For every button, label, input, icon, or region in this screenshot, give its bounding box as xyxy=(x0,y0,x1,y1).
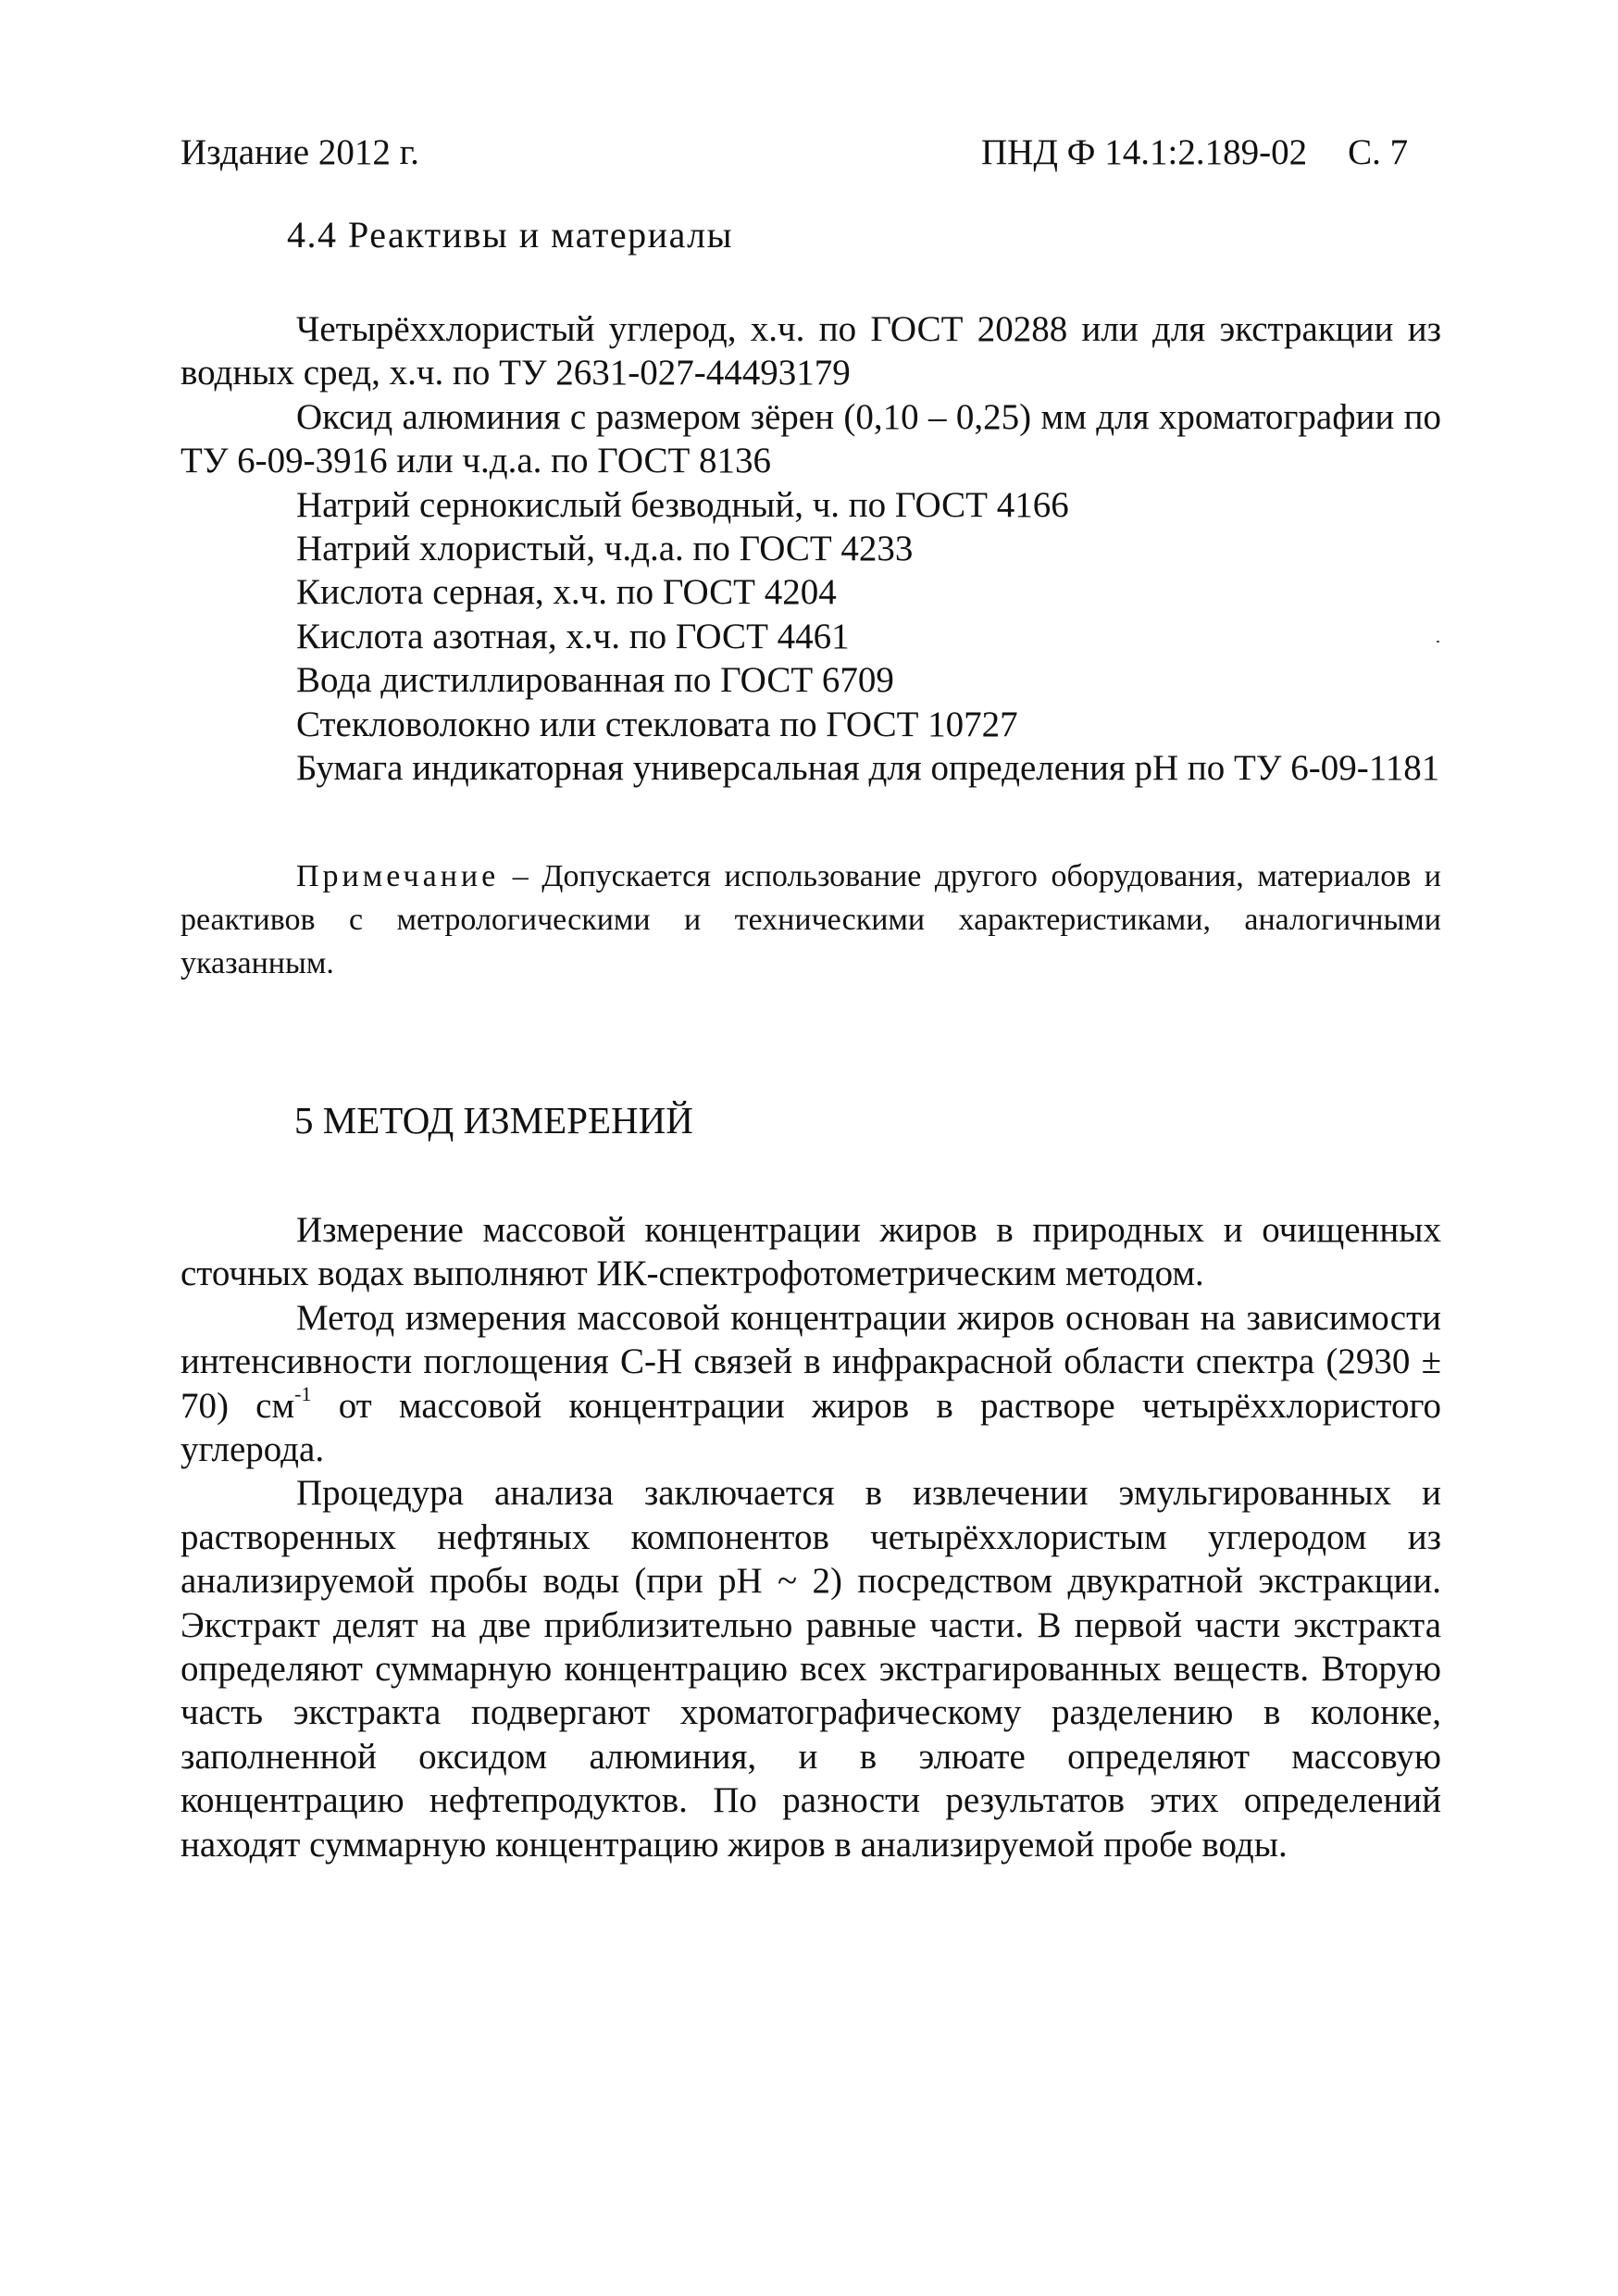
material-item-sodium-sulfate: Натрий сернокислый безводный, ч. по ГОСТ 4166 xyxy=(296,484,1069,525)
document-code: ПНД Ф 14.1:2.189-02 xyxy=(981,132,1308,172)
section-heading-method: 5 МЕТОД ИЗМЕРЕНИЙ xyxy=(294,1099,693,1142)
method-paragraph-3: Процедура анализа заключается в извлечении эмульгированных и растворенных нефтяных компонентов четырёххлористым углеродом из анализируемой пробы воды (при рН ~ 2) посредством двукратной экстракции. Экстракт делят на две приблизительно равные части. В первой части экстракта определяют суммарную концентрацию всех экстрагированных веществ. Вторую часть экстракта подвергают хроматографическому разделению в колонке, заполненной оксидом алюминия, и в элюате определяют массовую концентрацию нефтепродуктов. По разности результатов этих определений находят суммарную концентрацию жиров в анализируемой пробе воды. xyxy=(180,1473,1441,1865)
materials-list xyxy=(180,307,1441,790)
note-label: Примечание xyxy=(296,859,500,893)
material-item-glass-fiber: Стекловолокно или стекловата по ГОСТ 10727 xyxy=(296,704,1018,744)
method-description xyxy=(180,1208,1441,1866)
section-title-reagents: 4.4 Реактивы и материалы xyxy=(287,214,734,256)
method-paragraph-2-text: Метод измерения массовой концентрации жиров основан на зависимости интенсивности поглощения С-Н связей в инфракрасной области спектра (2930 ± 70) см xyxy=(180,1297,1441,1426)
material-item-nitric-acid: Кислота азотная, х.ч. по ГОСТ 4461 xyxy=(296,616,850,656)
unit-exponent: -1 xyxy=(294,1381,312,1405)
note-paragraph xyxy=(180,855,1441,985)
method-paragraph-2-text-end: от массовой концентрации жиров в растворе четырёххлористого углерода. xyxy=(180,1385,1441,1470)
material-item-indicator-paper: Бумага индикаторная универсальная для определения рН по ТУ 6-09-1181 xyxy=(296,748,1440,789)
document-code-header xyxy=(981,131,1408,173)
method-paragraph-1: Измерение массовой концентрации жиров в природных и очищенных сточных водах выполняют ИК-спектрофотометрическим методом. xyxy=(180,1210,1441,1294)
scan-speck xyxy=(1437,641,1439,643)
material-item-carbon-tetrachloride: Четырёххлористый углерод, х.ч. по ГОСТ 20288 или для экстракции из водных сред, х.ч. по ТУ 2631-027-44493179 xyxy=(180,309,1441,393)
material-item-distilled-water: Вода дистиллированная по ГОСТ 6709 xyxy=(296,660,894,701)
edition-label: Издание 2012 г. xyxy=(180,132,419,172)
page-number: С. 7 xyxy=(1348,132,1409,172)
method-paragraph-2 xyxy=(180,1296,1441,1472)
material-item-sulfuric-acid: Кислота серная, х.ч. по ГОСТ 4204 xyxy=(296,572,837,613)
material-item-aluminium-oxide: Оксид алюминия с размером зёрен (0,10 – 0,25) мм для хроматографии по ТУ 6-09-3916 или ч.д.а. по ГОСТ 8136 xyxy=(180,396,1441,481)
note-block xyxy=(180,855,1441,985)
material-item-sodium-chloride: Натрий хлористый, ч.д.а. по ГОСТ 4233 xyxy=(296,529,914,569)
note-text: – Допускается использование другого оборудования, материалов и реактивов с метрологическими и техническими характеристиками, аналогичными указанным. xyxy=(180,859,1441,980)
